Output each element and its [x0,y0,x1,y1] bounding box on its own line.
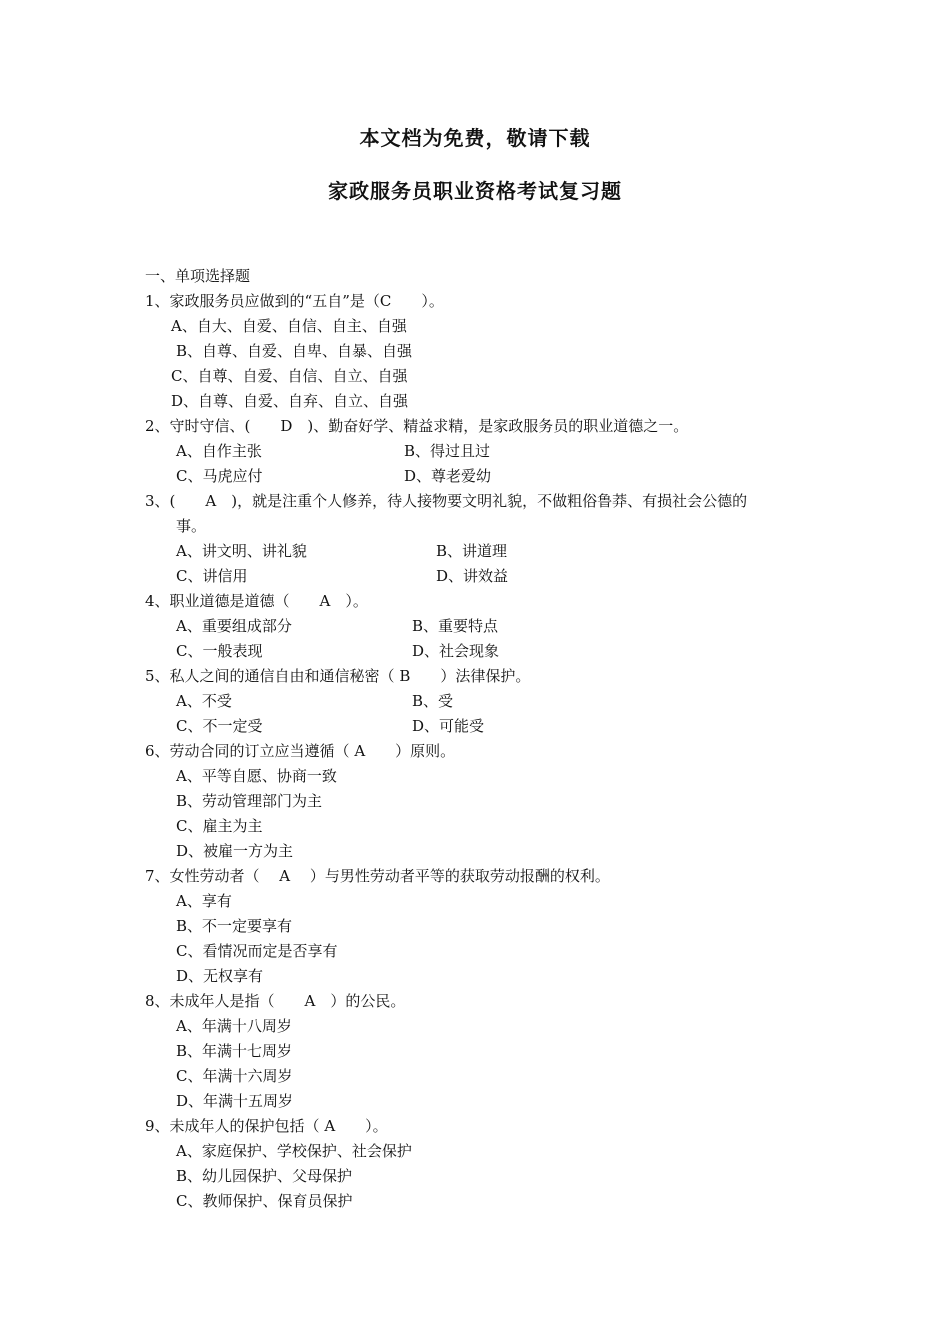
question-5-option-c: C、不一定受 [176,717,263,735]
question-7-option-d: D、无权享有 [176,967,264,985]
question-3-option-d: D、讲效益 [436,567,509,585]
question-7-option-a: A、享有 [176,892,232,910]
question-3-stem-continued: 事。 [176,517,207,535]
question-7-stem: 7、女性劳动者（ A ）与男性劳动者平等的获取劳动报酬的权利。 [145,867,610,885]
question-4-stem: 4、职业道德是道德（ A ）。 [145,592,368,610]
question-3-option-b: B、讲道理 [436,542,508,560]
question-5-option-d: D、可能受 [412,717,485,735]
question-1-option-b: B、自尊、自爱、自卑、自暴、自强 [176,342,413,360]
question-9-option-b: B、幼儿园保护、父母保护 [176,1167,353,1185]
question-1-option-a: A、自大、自爱、自信、自主、自强 [171,317,407,335]
question-6-option-a: A、平等自愿、协商一致 [176,767,337,785]
section-heading: 一、单项选择题 [145,267,251,285]
question-8-option-b: B、年满十七周岁 [176,1042,293,1060]
question-4-option-c: C、一般表现 [176,642,263,660]
question-5-stem: 5、私人之间的通信自由和通信秘密（ B ）法律保护。 [145,667,531,685]
question-8-stem: 8、未成年人是指（ A ）的公民。 [145,992,406,1010]
question-5-option-a: A、不受 [176,692,232,710]
question-8-option-c: C、年满十六周岁 [176,1067,293,1085]
question-6-option-c: C、雇主为主 [176,817,263,835]
question-1-option-c: C、自尊、自爱、自信、自立、自强 [171,367,408,385]
question-6-option-d: D、被雇一方为主 [176,842,294,860]
question-8-option-d: D、年满十五周岁 [176,1092,294,1110]
question-3-option-c: C、讲信用 [176,567,248,585]
question-9-stem: 9、未成年人的保护包括（ A ）。 [145,1117,388,1135]
question-2-option-b: B、得过且过 [404,442,491,460]
question-1-option-d: D、自尊、自爱、自弃、自立、自强 [171,392,409,410]
doc-notice-title: 本文档为免费，敬请下载 [359,126,591,150]
question-4-option-b: B、重要特点 [412,617,499,635]
question-3-option-a: A、讲文明、讲礼貌 [176,542,307,560]
question-2-option-a: A、自作主张 [176,442,262,460]
question-2-option-d: D、尊老爱幼 [404,467,492,485]
question-5-option-b: B、受 [412,692,454,710]
question-3-stem: 3、( A )，就是注重个人修养，待人接物要文明礼貌，不做粗俗鲁莽、有损社会公德的 [145,492,748,510]
question-6-stem: 6、劳动合同的订立应当遵循（ A ）原则。 [145,742,456,760]
question-9-option-c: C、教师保护、保育员保护 [176,1192,353,1210]
question-7-option-c: C、看情况而定是否享有 [176,942,338,960]
doc-main-title: 家政服务员职业资格考试复习题 [328,179,622,203]
question-6-option-b: B、劳动管理部门为主 [176,792,323,810]
question-2-option-c: C、马虎应付 [176,467,263,485]
question-1-stem: 1、家政服务员应做到的“五自”是（C ）。 [145,292,444,310]
question-2-stem: 2、守时守信、( D )、勤奋好学、精益求精，是家政服务员的职业道德之一。 [145,417,689,435]
question-4-option-a: A、重要组成部分 [176,617,292,635]
question-4-option-d: D、社会现象 [412,642,500,660]
question-9-option-a: A、家庭保护、学校保护、社会保护 [176,1142,412,1160]
question-8-option-a: A、年满十八周岁 [176,1017,292,1035]
question-7-option-b: B、不一定要享有 [176,917,293,935]
